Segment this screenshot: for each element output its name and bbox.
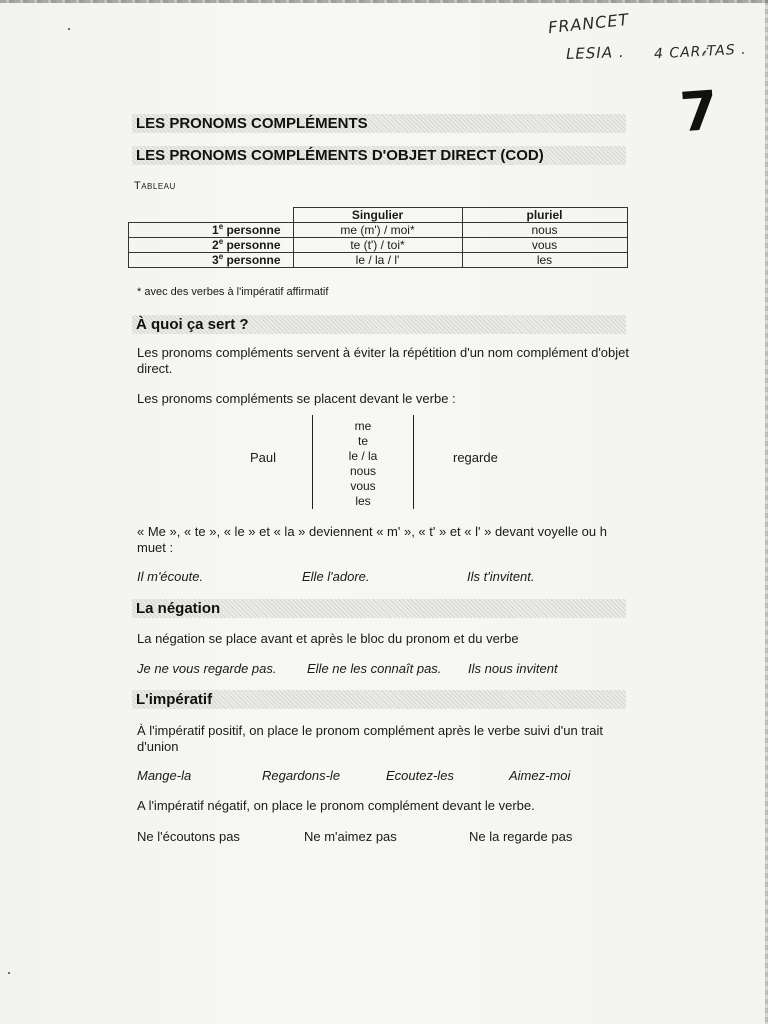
cell-pluriel: vous — [462, 238, 627, 253]
example-elision: Elle l'adore. — [302, 569, 370, 584]
example-imperatif-positif: Mange-la — [137, 768, 192, 783]
scan-edge-top — [0, 0, 768, 3]
table-row — [129, 238, 628, 253]
diagram-pronoun-column — [312, 415, 414, 509]
example-imperatif-negatif: Ne m'aimez pas — [304, 829, 397, 844]
example-imperatif-positif: Aimez-moi — [509, 768, 571, 783]
handwritten-name: FRANCET — [547, 9, 631, 38]
paragraph-placement: Les pronoms compléments se placent devant le verbe : — [137, 391, 456, 406]
diagram-pronoun: les — [355, 494, 371, 508]
row-label: 3e personne — [129, 253, 294, 268]
section-title-a-quoi: À quoi ça sert ? — [132, 315, 626, 334]
example-imperatif-negatif: Ne la regarde pas — [469, 829, 573, 844]
example-elision: Il m'écoute. — [137, 569, 204, 584]
diagram-subject: Paul — [250, 450, 277, 465]
diagram-pronoun: vous — [350, 479, 376, 493]
example-imperatif-positif: Ecoutez-les — [386, 768, 454, 783]
diagram-pronoun: me — [354, 419, 372, 433]
example-imperatif-negatif: Ne l'écoutons pas — [137, 829, 240, 844]
paragraph-imperatif-negatif: A l'impératif négatif, on place le pronom complément devant le verbe. — [137, 798, 535, 813]
cell-pluriel: les — [462, 253, 627, 268]
paragraph-imperatif-positif: À l'impératif positif, on place le pronom complément après le verbe suivi d'un trait d'union — [137, 723, 603, 754]
cell-singulier: te (t') / toi* — [293, 238, 462, 253]
paragraph-negation: La négation se place avant et après le bloc du pronom et du verbe — [137, 631, 519, 646]
cell-singulier: me (m') / moi* — [293, 223, 462, 238]
diagram-verb: regarde — [453, 450, 498, 465]
table-footnote: * avec des verbes à l'impératif affirmatif — [137, 286, 329, 298]
example-imperatif-positif: Regardons-le — [262, 768, 341, 783]
section-title-imperatif: L'impératif — [132, 690, 626, 709]
table-row — [129, 253, 628, 268]
handwritten-firstname: LESIA . — [565, 42, 625, 64]
row-label: 2e personne — [129, 238, 294, 253]
diagram-pronoun: nous — [349, 464, 377, 478]
paragraph-elision: « Me », « te », « le » et « la » deviennent « m' », « t' » et « l' » devant voyelle ou h muet : — [137, 524, 607, 555]
section-title-negation: La négation — [132, 599, 626, 618]
example-negation: Ils nous invitent — [468, 661, 558, 676]
example-negation: Elle ne les connaît pas. — [307, 661, 442, 676]
pronoun-table — [128, 207, 628, 268]
scan-speck — [8, 972, 10, 974]
section-title-cod: LES PRONOMS COMPLÉMENTS D'OBJET DIRECT (COD) — [132, 146, 626, 165]
table-row — [129, 223, 628, 238]
cell-singulier: le / la / l' — [293, 253, 462, 268]
column-header-singulier: Singulier — [293, 208, 462, 223]
scan-speck — [68, 28, 70, 30]
table-corner — [129, 208, 294, 223]
column-header-pluriel: pluriel — [462, 208, 627, 223]
example-elision: Ils t'invitent. — [467, 569, 535, 584]
handwritten-page-number: 7 — [677, 78, 720, 145]
table-header-row — [129, 208, 628, 223]
paragraph-usage: Les pronoms compléments servent à éviter la répétition d'un nom complément d'objet direct. — [137, 345, 629, 376]
main-title: LES PRONOMS COMPLÉMENTS — [132, 114, 626, 133]
tableau-label: Tableau — [134, 180, 176, 192]
handwritten-class: 4 CAR𝒾TAS . — [653, 41, 747, 63]
row-label: 1e personne — [129, 223, 294, 238]
example-negation: Je ne vous regarde pas. — [137, 661, 277, 676]
diagram-pronoun: le / la — [348, 449, 378, 463]
cell-pluriel: nous — [462, 223, 627, 238]
diagram-pronoun: te — [357, 434, 368, 448]
